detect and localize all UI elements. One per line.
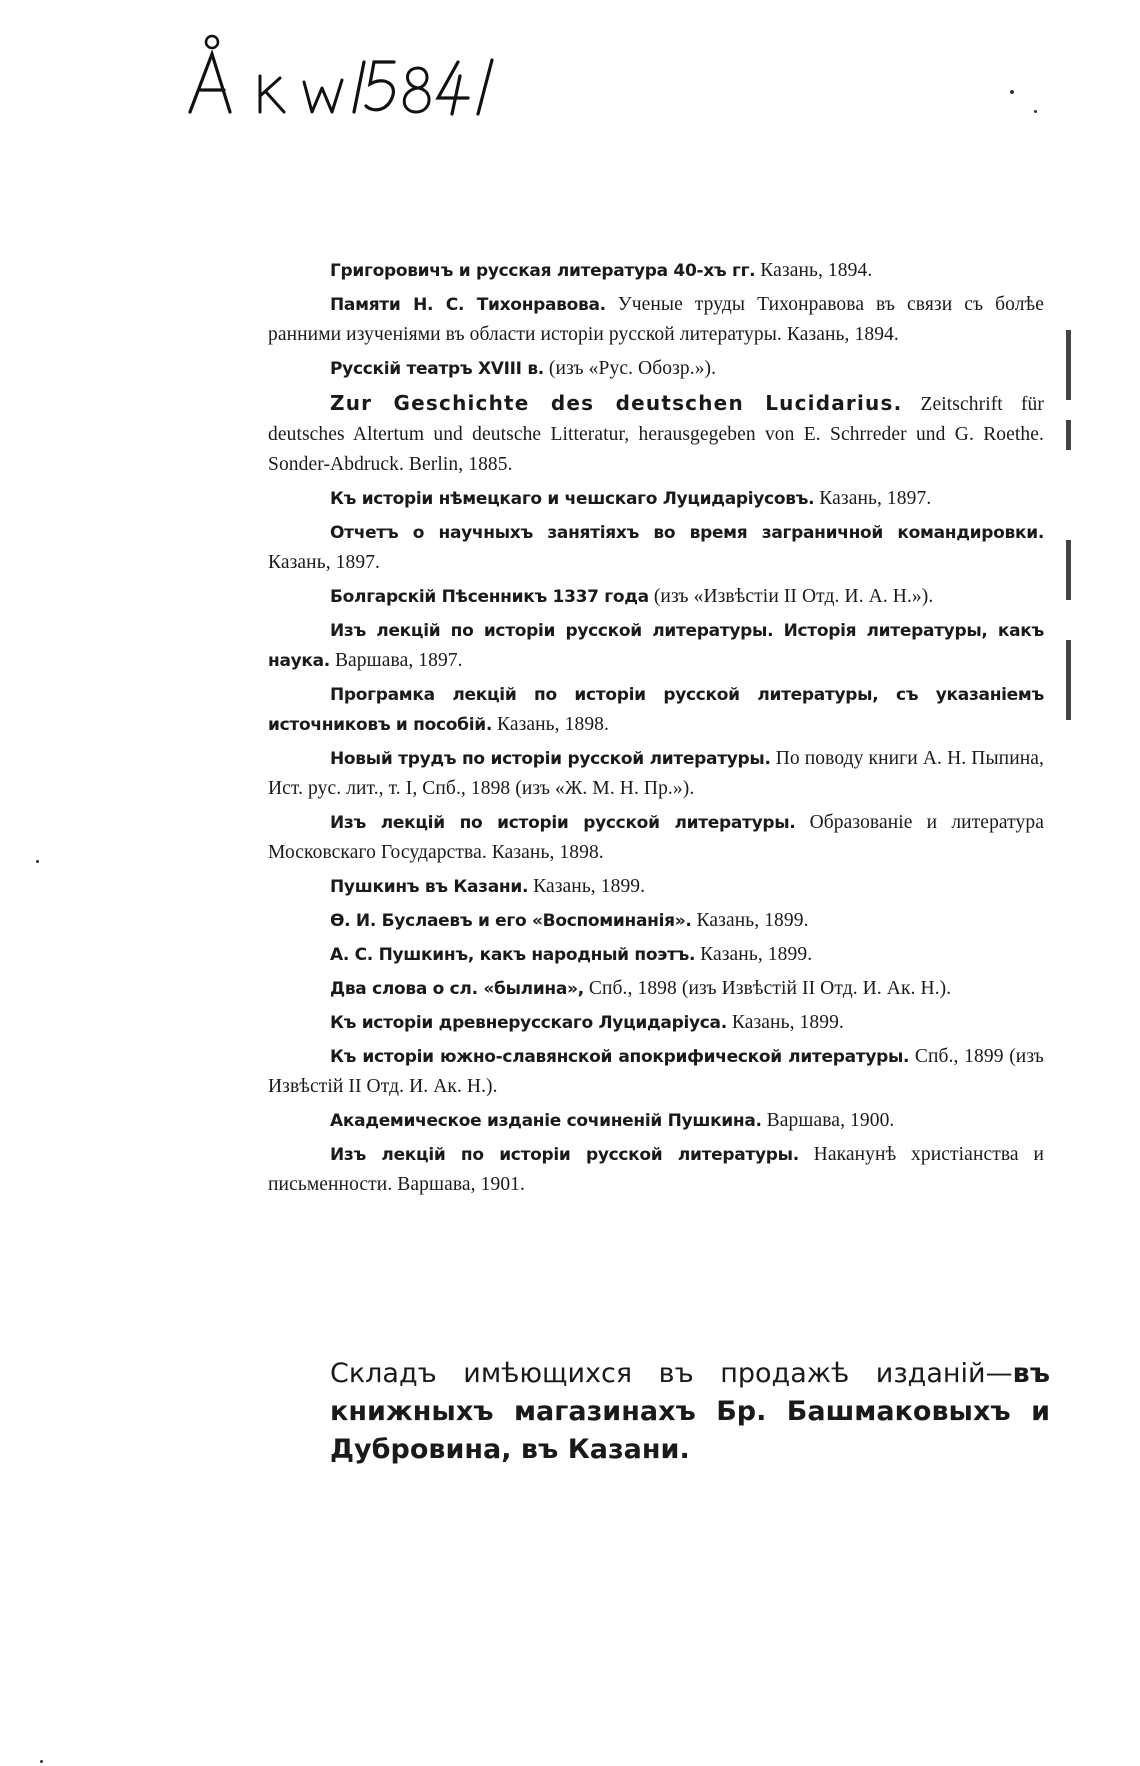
shelfmark-drawing bbox=[186, 32, 526, 122]
entry-title: Новый трудъ по исторіи русской литературы. bbox=[330, 749, 771, 769]
bibliography-entry bbox=[268, 808, 1044, 868]
entry-details: Спб., 1898 (изъ Извѣстій II Отд. И. Ак. Н.). bbox=[583, 978, 952, 999]
entry-title: Програмка лекцій по исторіи русской литературы, съ указаніемъ источниковъ и пособій. bbox=[268, 685, 1044, 735]
bibliography-entry bbox=[268, 1042, 1044, 1102]
entry-details: Ученые труды Тихонравова въ связи съ болѣе ранними изученіями въ области исторіи русской литературы. Казань, 1894. bbox=[268, 294, 1044, 345]
entry-title: Русскій театръ XVIII в. bbox=[330, 359, 544, 379]
entry-details: Казань, 1897. bbox=[814, 488, 932, 509]
notice-shops: въ книжныхъ магазинахъ Бр. Башмаковыхъ и Дубровина, bbox=[330, 1358, 1050, 1465]
bibliography-entry bbox=[268, 582, 1044, 612]
entry-title: Григоровичъ и русская литература 40-хъ гг. bbox=[330, 261, 756, 281]
scan-artifact bbox=[1066, 330, 1071, 400]
bibliography-list bbox=[268, 256, 1044, 1204]
bibliography-entry bbox=[268, 940, 1044, 970]
entry-title: Два слова о сл. «былина», bbox=[330, 979, 584, 999]
entry-details: Казань, 1899. bbox=[528, 876, 646, 897]
entry-title: Отчетъ о научныхъ занятіяхъ во время заграничной командировки. bbox=[330, 523, 1044, 543]
entry-details: Варшава, 1897. bbox=[329, 650, 463, 671]
bibliography-entry bbox=[268, 484, 1044, 514]
entry-details: Казань, 1894. bbox=[755, 260, 873, 281]
entry-title: Къ исторіи южно-славянской апокрифической литературы. bbox=[330, 1047, 910, 1067]
scan-artifact bbox=[1066, 540, 1071, 600]
bibliography-entry bbox=[268, 388, 1044, 480]
scan-artifact bbox=[40, 1760, 43, 1763]
bibliography-entry bbox=[268, 680, 1044, 740]
entry-title: Изъ лекцій по исторіи русской литературы. Исторія литературы, какъ наука. bbox=[268, 621, 1044, 671]
entry-title: Къ исторіи древнерусскаго Луцидаріуса. bbox=[330, 1013, 727, 1033]
entry-details: Варшава, 1900. bbox=[761, 1110, 895, 1131]
entry-title: Ѳ. И. Буслаевъ и его «Воспоминанія». bbox=[330, 911, 692, 931]
bibliography-entry bbox=[268, 290, 1044, 350]
entry-title: Изъ лекцій по исторіи русской литературы. bbox=[330, 1145, 799, 1165]
entry-title: Памяти Н. С. Тихонравова. bbox=[330, 295, 606, 315]
entry-details: По поводу книги А. Н. Пыпина, Ист. рус. лит., т. I, Спб., 1898 (изъ «Ж. М. Н. Пр.»). bbox=[268, 748, 1044, 799]
entry-details: Zeitschrift für deutsches Altertum und deutsche Litteratur, herausgegeben von E. Schrreder und G. Roethe. Sonder-Abdruck. Berlin, 1885. bbox=[268, 394, 1044, 475]
entry-details: Казань, 1898. bbox=[492, 714, 609, 735]
shelfmark-text: Å к w 15841 bbox=[186, 32, 192, 33]
bibliography-entry bbox=[268, 1008, 1044, 1038]
entry-details: Казань, 1897. bbox=[268, 552, 381, 573]
scan-artifact bbox=[1066, 420, 1071, 450]
bibliography-entry bbox=[268, 1140, 1044, 1200]
scan-artifact bbox=[1066, 640, 1071, 720]
bibliography-entry bbox=[268, 906, 1044, 936]
bibliography-entry bbox=[268, 872, 1044, 902]
bibliography-entry bbox=[268, 256, 1044, 286]
entry-details: (изъ «Извѣстіи II Отд. И. А. Н.»). bbox=[648, 586, 934, 607]
bibliography-entry bbox=[268, 354, 1044, 384]
handwritten-shelfmark bbox=[186, 32, 526, 122]
notice-intro: Складъ имѣющихся въ продажѣ изданій— bbox=[330, 1358, 1013, 1389]
bibliography-entry bbox=[268, 744, 1044, 804]
bibliography-entry bbox=[268, 974, 1044, 1004]
entry-details: Казань, 1899. bbox=[691, 910, 809, 931]
notice-city: въ Казани. bbox=[511, 1434, 690, 1465]
entry-title: Пушкинъ въ Казани. bbox=[330, 877, 529, 897]
scan-artifact bbox=[36, 860, 39, 863]
entry-details: Наканунѣ христіанства и письменности. Варшава, 1901. bbox=[268, 1144, 1044, 1195]
entry-title: Изъ лекцій по исторіи русской литературы. bbox=[330, 813, 796, 833]
entry-title: Къ исторіи нѣмецкаго и чешскаго Луцидаріусовъ. bbox=[330, 489, 815, 509]
entry-title: А. С. Пушкинъ, какъ народный поэтъ. bbox=[330, 945, 696, 965]
entry-details: Образованіе и литература Московскаго Государства. Казань, 1898. bbox=[268, 812, 1044, 863]
publisher-notice bbox=[330, 1355, 1050, 1469]
entry-title: Академическое изданіе сочиненій Пушкина. bbox=[330, 1111, 762, 1131]
bibliography-entry bbox=[268, 518, 1044, 578]
bibliography-entry bbox=[268, 1106, 1044, 1136]
entry-details: Казань, 1899. bbox=[695, 944, 813, 965]
entry-details: Спб., 1899 (изъ Извѣстій II Отд. И. Ак. Н.). bbox=[268, 1046, 1044, 1097]
entry-title: Болгарскій Пѣсенникъ 1337 года bbox=[330, 587, 649, 607]
entry-title: Zur Geschichte des deutschen Lucidarius. bbox=[330, 391, 903, 415]
scan-artifact bbox=[1010, 90, 1014, 94]
entry-details: (изъ «Рус. Обозр.»). bbox=[543, 358, 717, 379]
bibliography-entry bbox=[268, 616, 1044, 676]
scan-artifact bbox=[1034, 110, 1037, 113]
entry-details: Казань, 1899. bbox=[726, 1012, 844, 1033]
